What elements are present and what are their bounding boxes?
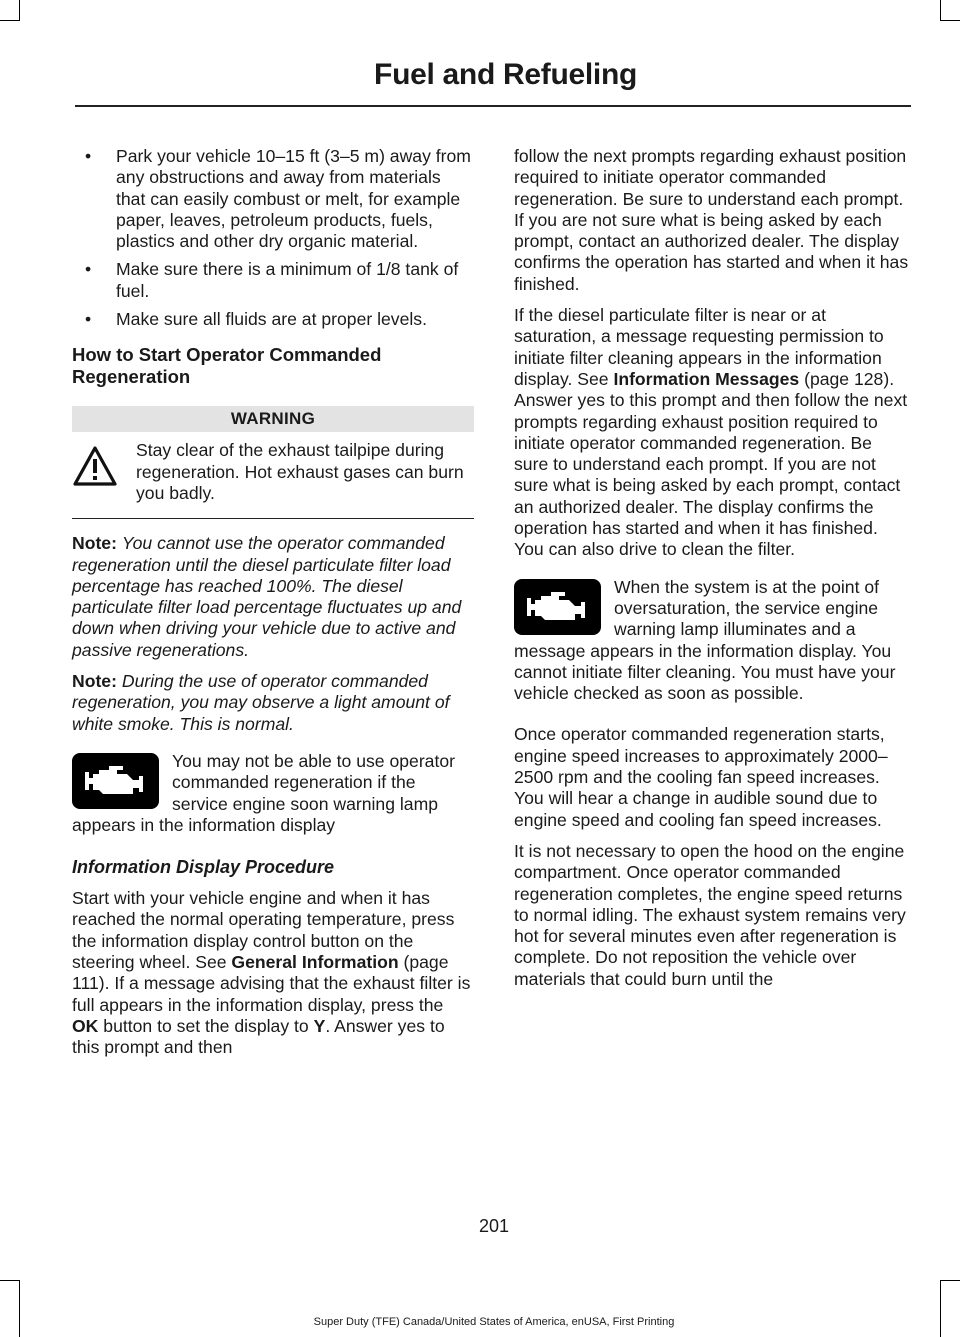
crop-mark xyxy=(19,1280,20,1337)
procedure-paragraph xyxy=(72,888,474,1058)
crop-mark xyxy=(940,1280,941,1337)
note-paragraph xyxy=(72,671,474,735)
warning-triangle-icon xyxy=(72,440,136,504)
subsection-heading: Information Display Procedure xyxy=(72,857,335,878)
body-paragraph xyxy=(514,305,910,561)
engine-lamp-paragraph xyxy=(514,577,910,705)
crop-mark xyxy=(940,0,941,20)
engine-lamp-paragraph xyxy=(72,751,474,836)
body-paragraph: Once operator commanded regeneration starts, engine speed increases to approximately 2000–2500 rpm and the cooling fan speed increases. You will hear a change in audible sound due to engine speed and cooling fan speed increases. xyxy=(514,724,888,830)
note-text: You cannot use the operator commanded regeneration until the diesel particulate filter load percentage has reached 100%. The diesel particulate filter load percentage fluctuates up and down when driving your vehicle due to active and passive regenerations. xyxy=(72,533,462,660)
procedure-text: button to set the display to xyxy=(98,1015,314,1036)
crop-mark xyxy=(940,20,960,21)
note-text: During the use of operator commanded regeneration, you may observe a light amount of white smoke. This is normal. xyxy=(72,671,450,734)
warning-text: Stay clear of the exhaust tailpipe during regeneration. Hot exhaust gases can burn you badly. xyxy=(136,440,464,503)
crop-mark xyxy=(19,0,20,20)
body-paragraph: follow the next prompts regarding exhaust position required to initiate operator commanded regeneration. Be sure to understand each prompt. If you are not sure what is being asked by each prompt, contact an authorized dealer. The display confirms the operation has started and when it has finished. xyxy=(514,146,909,294)
list-item: • Make sure all fluids are at proper levels. xyxy=(72,309,474,330)
procedure-text: Start with your vehicle engine and when it has reached the normal operating temperature, press the information display control button on the steering wheel. See xyxy=(72,888,455,973)
warning-label: WARNING xyxy=(72,406,474,432)
note-paragraph xyxy=(72,533,474,661)
body-text: If the diesel particulate filter is near or at saturation, a message requesting permission to initiate filter cleaning appears in the information display. See xyxy=(514,305,884,389)
procedure-text: If a message advising that the exhaust filter is full appears in the information display, press the xyxy=(72,973,471,1015)
list-item: • Park your vehicle 10–15 ft (3–5 m) away from any obstructions and away from materials that can easily combust or melt, for example paper, leaves, petroleum products, fuels, plastics and other dry organic material. xyxy=(72,146,474,252)
y-label: Y xyxy=(313,1015,326,1036)
check-engine-icon xyxy=(514,579,601,635)
check-engine-icon xyxy=(72,753,159,809)
body-paragraph: It is not necessary to open the hood on the engine compartment. Once operator commanded regeneration completes, the engine speed returns to normal idling. The exhaust system remains very hot for several minutes even after regeneration is complete. Do not reposition the vehicle over materials that could burn until the xyxy=(514,840,906,989)
section-heading: How to Start Operator Commanded Regeneration xyxy=(72,344,382,388)
ok-button-label: OK xyxy=(72,1015,99,1036)
note-label: Note: xyxy=(72,671,117,692)
page-title: Fuel and Refueling xyxy=(374,58,637,91)
cross-reference-link[interactable]: General Information xyxy=(231,952,399,973)
engine-lamp-text: When the system is at the point of oversaturation, the service engine warning lamp illuminates and a message appears in the information display. You cannot initiate filter cleaning. You must have your vehicle checked as soon as possible. xyxy=(514,576,896,704)
procedure-text: . Answer yes to this prompt and then xyxy=(72,1015,445,1058)
bullet-list xyxy=(72,146,474,330)
note-label: Note: xyxy=(72,533,117,554)
warning-box xyxy=(72,432,474,519)
list-item: • Make sure there is a minimum of 1/8 tank of fuel. xyxy=(72,259,474,302)
left-column xyxy=(72,146,474,1069)
cross-reference-link[interactable]: Information Messages xyxy=(613,368,800,389)
right-column xyxy=(514,146,910,1000)
crop-mark xyxy=(0,20,20,21)
page-number: 201 xyxy=(478,1216,510,1236)
page-reference: (page 128). xyxy=(799,368,895,389)
engine-lamp-text: You may not be able to use operator commanded regeneration if the service engine soon warning lamp appears in the information display xyxy=(72,750,456,835)
crop-mark xyxy=(0,1280,20,1281)
page-reference: (page 111). xyxy=(72,952,449,994)
header-divider xyxy=(75,105,911,107)
body-text: Answer yes to this prompt and then follow the next prompts regarding exhaust position required to initiate operator commanded regeneration. Be sure to understand each prompt. If you are not sure what is being asked by each prompt, contact an authorized dealer. The display confirms the operation has started and when it has finished. You can also drive to clean the filter. xyxy=(514,390,908,560)
crop-mark xyxy=(940,1280,960,1281)
footer-text: Super Duty (TFE) Canada/United States of America, enUSA, First Printing xyxy=(313,1316,675,1328)
